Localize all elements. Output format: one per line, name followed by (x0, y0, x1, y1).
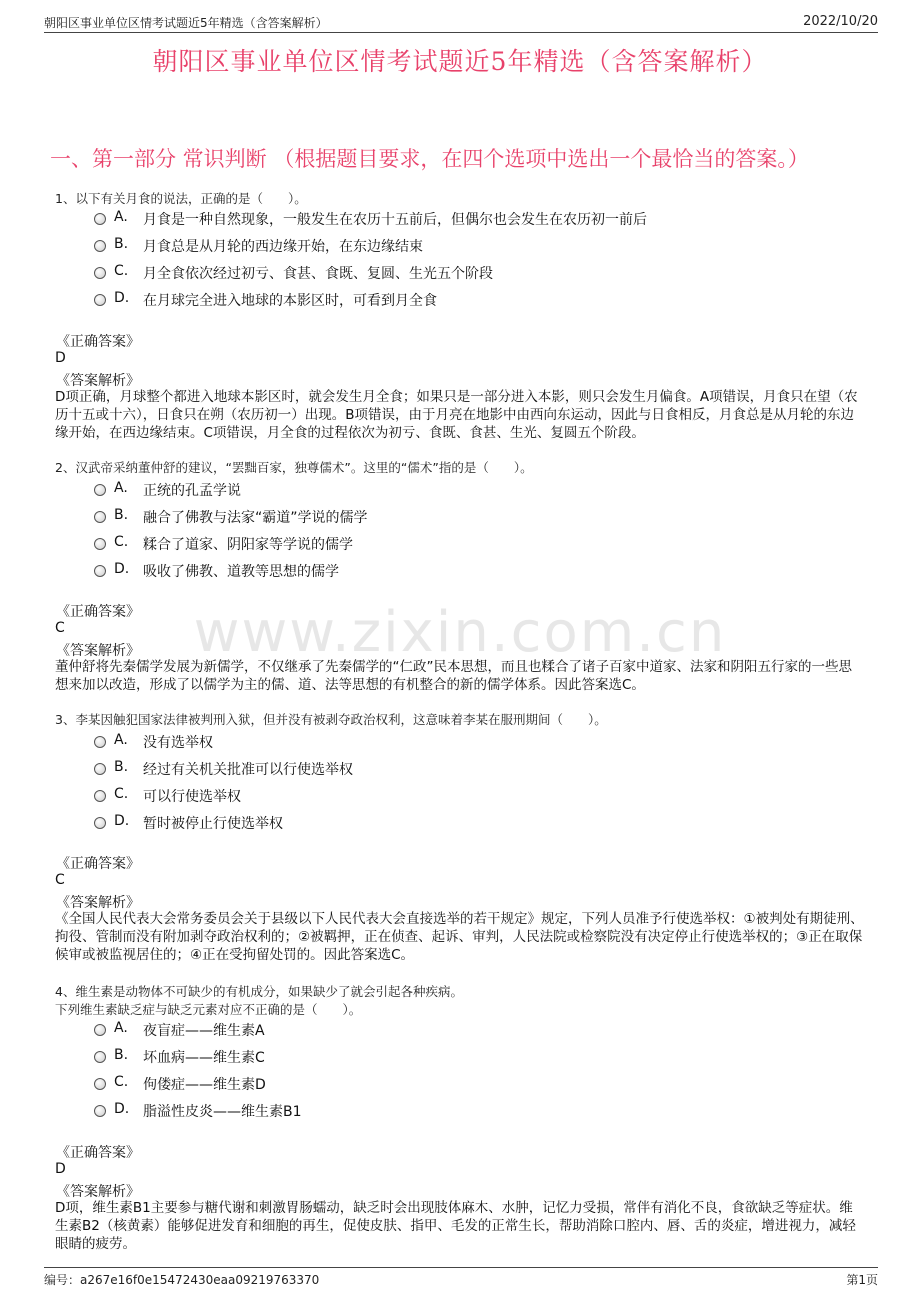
page-footer (44, 1271, 878, 1289)
correct-answer: C (55, 620, 65, 636)
radio-icon[interactable] (94, 240, 106, 252)
explanation-text: D项正确，月球整个都进入地球本影区时，就会发生月全食；如果只是一部分进入本影，则只会发生月偏食。A项错误，月食只在望（农历十五或十六），日食只在朔（农历初一）出现。B项错误，由于月亮在地影中由西向东运动，因此与日食相反，月食总是从月轮的东边缘开始，在西边缘结束。C项错误，月全食的过程依次为初亏、食既、食甚、生光、复圆五个阶段。 (55, 389, 858, 441)
radio-icon[interactable] (94, 267, 106, 279)
watermark: www.zixin.com.cn (193, 600, 727, 665)
explanation-label: 《答案解析》 (56, 1184, 140, 1200)
radio-icon[interactable] (94, 538, 106, 550)
radio-icon[interactable] (94, 790, 106, 802)
correct-answer: C (55, 872, 65, 888)
radio-icon[interactable] (94, 294, 106, 306)
question-stem: 3、李某因触犯国家法律被判刑入狱，但并没有被剥夺政治权利，这意味着李某在服刑期间（ ）。 (55, 712, 607, 727)
radio-icon[interactable] (94, 1078, 106, 1090)
radio-icon[interactable] (94, 511, 106, 523)
document-id: 编号：a267e16f0e15472430eaa09219763370 (44, 1273, 320, 1287)
header-doc-title: 朝阳区事业单位区情考试题近5年精选（含答案解析） (44, 16, 328, 30)
radio-icon[interactable] (94, 1105, 106, 1117)
page-title: 朝阳区事业单位区情考试题近5年精选（含答案解析） (152, 47, 768, 76)
page-header (44, 12, 878, 32)
footer-divider (44, 1267, 878, 1268)
header-divider (44, 32, 878, 33)
radio-icon[interactable] (94, 763, 106, 775)
correct-answer-label: 《正确答案》 (56, 856, 140, 872)
explanation-text: D项，维生素B1主要参与糖代谢和刺激胃肠蠕动，缺乏时会出现肢体麻木、水肿，记忆力受损，常伴有消化不良，食欲缺乏等症状。维生素B2（核黄素）能够促进发育和细胞的再生，促使皮肤、指甲、毛发的正常生长，帮助消除口腔内、唇、舌的炎症，增进视力，减轻眼睛的疲劳。 (55, 1200, 856, 1252)
radio-icon[interactable] (94, 817, 106, 829)
radio-icon[interactable] (94, 565, 106, 577)
question-stem: 2、汉武帝采纳董仲舒的建议，“罢黜百家，独尊儒术”。这里的“儒术”指的是（ ）。 (55, 460, 533, 475)
correct-answer-label: 《正确答案》 (56, 604, 140, 620)
correct-answer: D (55, 1161, 66, 1177)
correct-answer-label: 《正确答案》 (56, 1145, 140, 1161)
question-stem: 4、维生素是动物体不可缺少的有机成分，如果缺少了就会引起各种疾病。 (55, 984, 463, 999)
correct-answer: D (55, 350, 66, 366)
radio-icon[interactable] (94, 736, 106, 748)
radio-icon[interactable] (94, 213, 106, 225)
question-stem: 1、以下有关月食的说法，正确的是（ ）。 (55, 191, 307, 206)
explanation-label: 《答案解析》 (56, 895, 140, 911)
explanation-text: 《全国人民代表大会常务委员会关于县级以下人民代表大会直接选举的若干规定》规定，下列人员准予行使选举权：①被判处有期徒刑、拘役、管制而没有附加剥夺政治权利的；②被羁押，正在侦查、起诉、审判，人民法院或检察院没有决定停止行使选举权的；③正在取保候审或被监视居住的；④正在受拘留处罚的。因此答案选C。 (55, 911, 864, 963)
question-stem-continued: 下列维生素缺乏症与缺乏元素对应不正确的是（ ）。 (55, 1002, 362, 1017)
section-heading: 一、第一部分 常识判断 （根据题目要求，在四个选项中选出一个最恰当的答案。） (50, 147, 809, 171)
radio-icon[interactable] (94, 1024, 106, 1036)
radio-icon[interactable] (94, 484, 106, 496)
radio-icon[interactable] (94, 1051, 106, 1063)
explanation-text: 董仲舒将先秦儒学发展为新儒学，不仅继承了先秦儒学的“仁政”民本思想，而且也糅合了诸子百家中道家、法家和阴阳五行家的一些思想来加以改造，形成了以儒学为主的儒、道、法等思想的有机整合的新的儒学体系。因此答案选C。 (55, 659, 852, 693)
page-number: 第1页 (846, 1273, 878, 1287)
correct-answer-label: 《正确答案》 (56, 334, 140, 350)
header-date: 2022/10/20 (803, 14, 878, 29)
explanation-label: 《答案解析》 (56, 373, 140, 389)
explanation-label: 《答案解析》 (56, 643, 140, 659)
